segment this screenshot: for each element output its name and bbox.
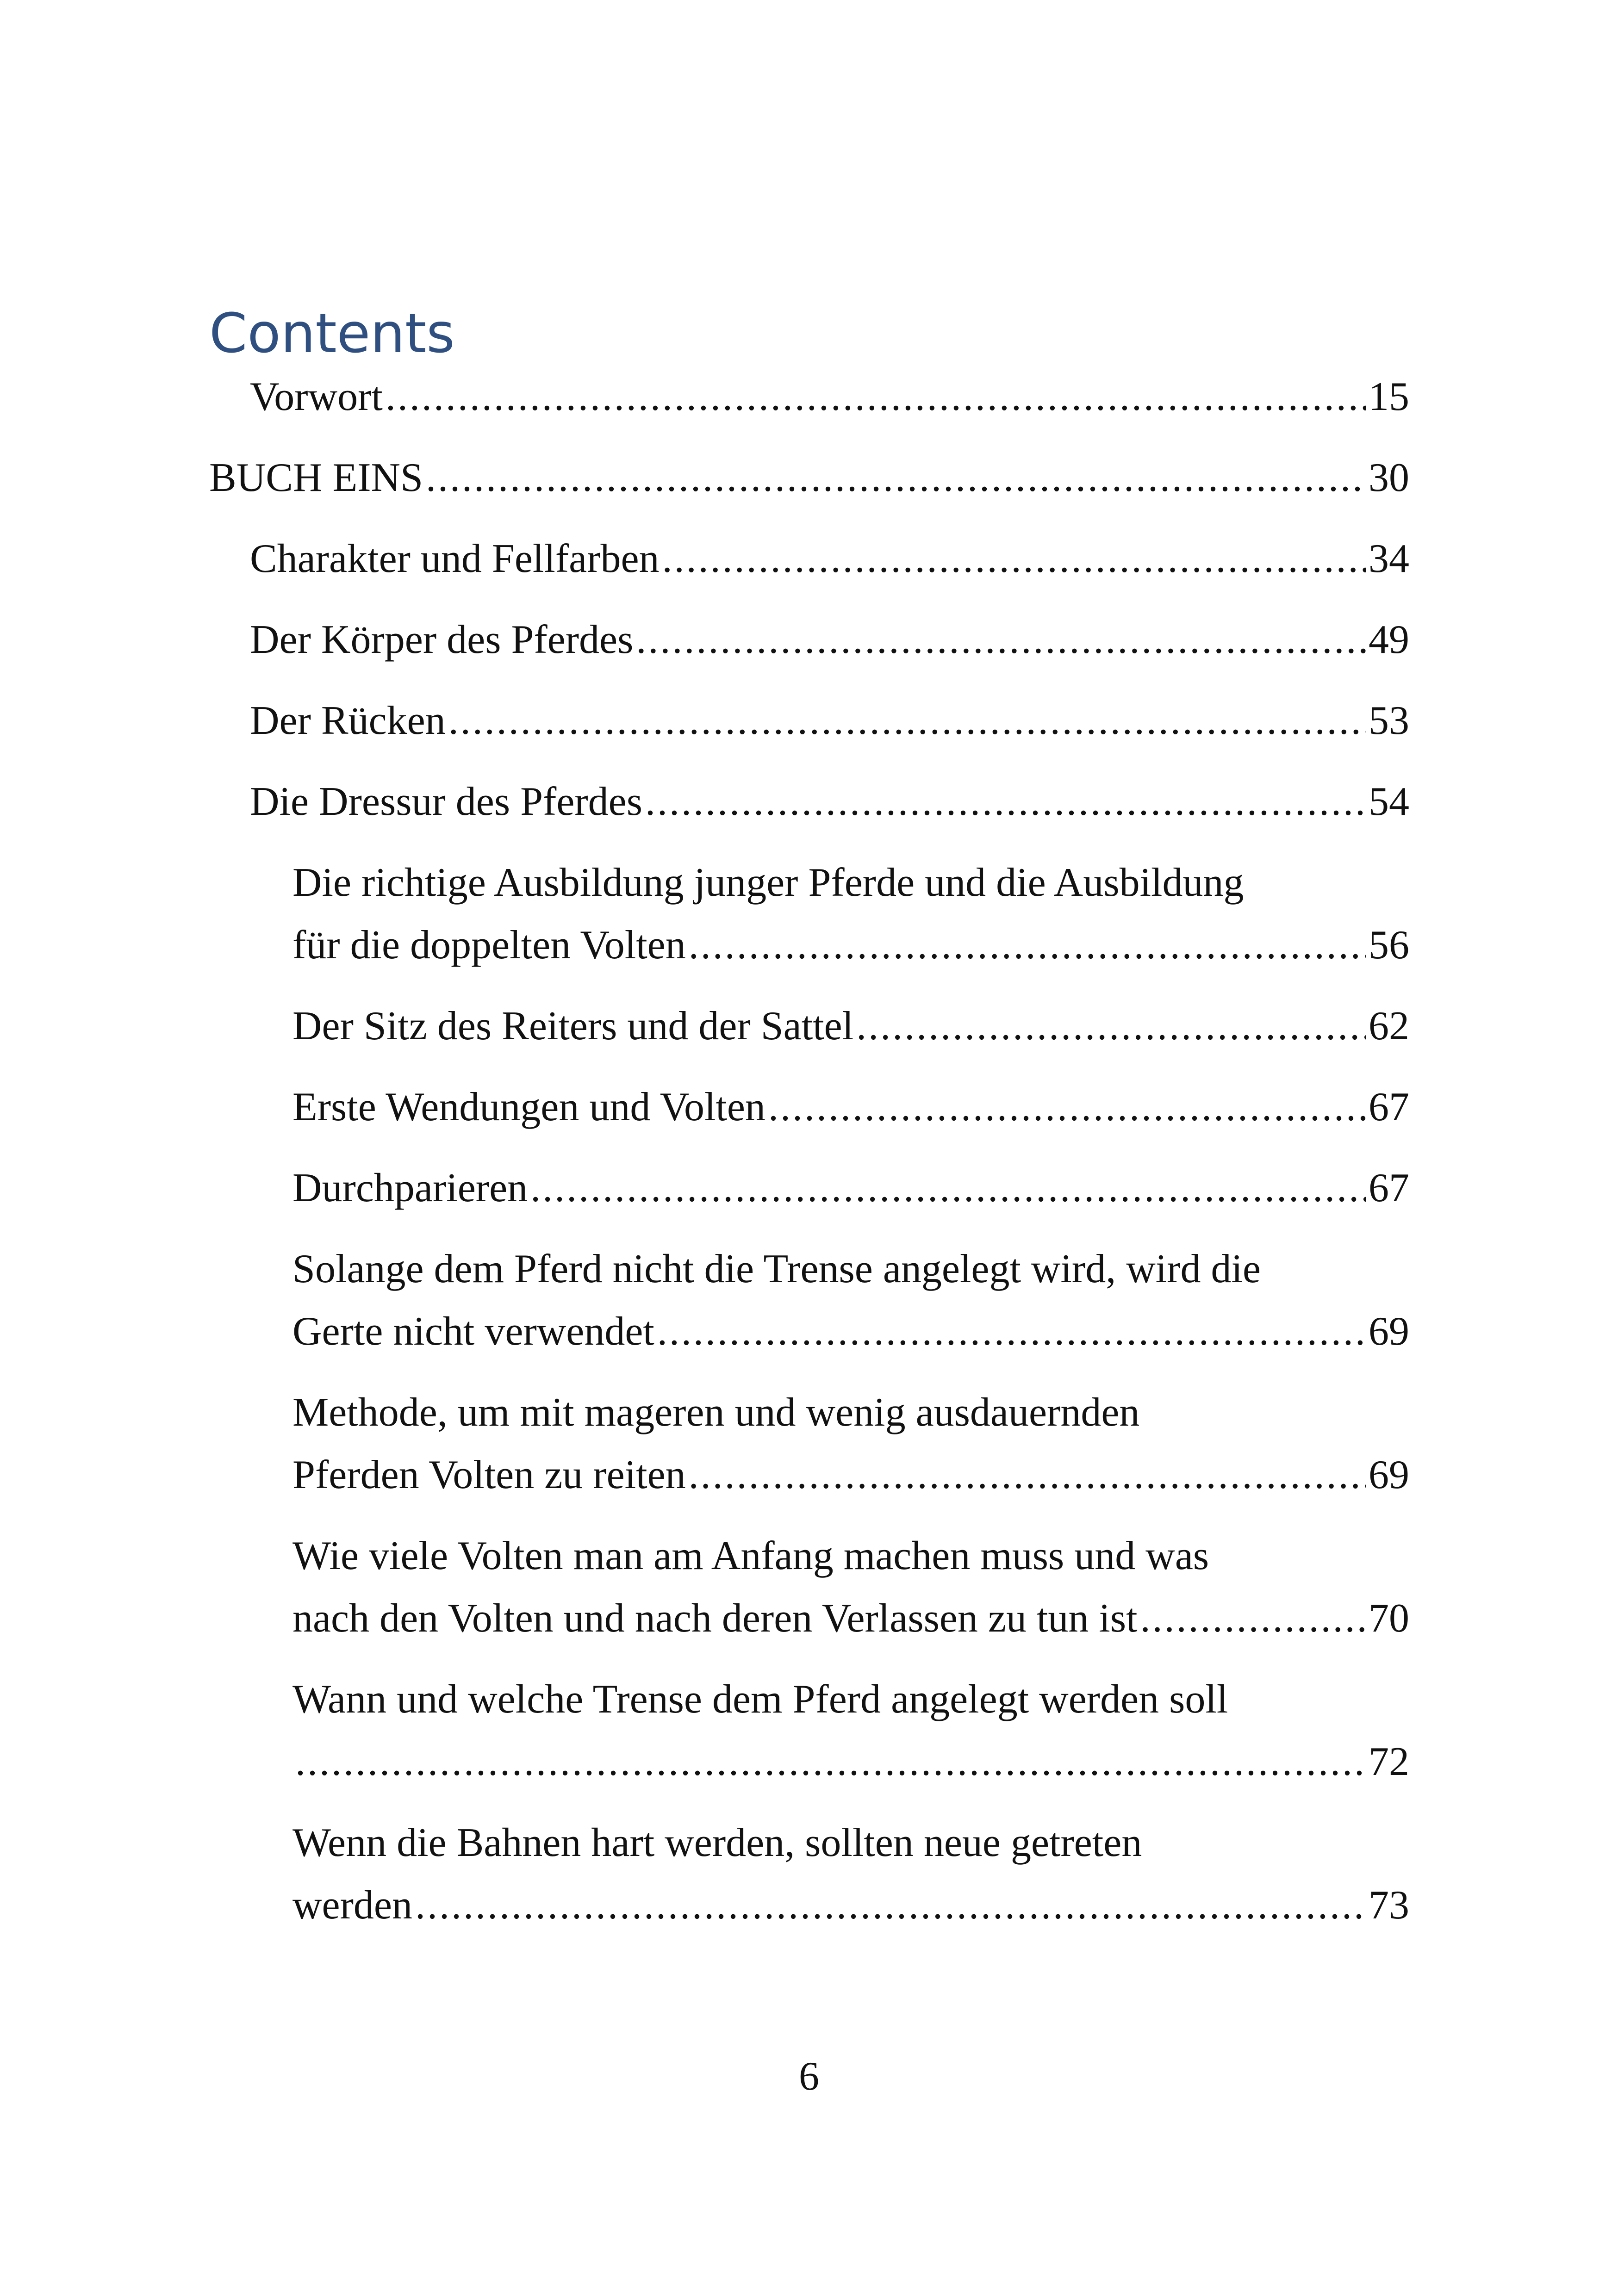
toc-entry-line (292, 1525, 1409, 1587)
toc-entry-line (292, 1587, 1409, 1650)
toc-entry-line (250, 366, 1409, 428)
dot-leader (386, 366, 1366, 428)
dot-leader (295, 1731, 1366, 1793)
toc-entry-line (250, 770, 1409, 833)
dot-leader (856, 995, 1366, 1057)
toc-entry-title: Der Sitz des Reiters und der Sattel (292, 1004, 854, 1049)
toc-page-number: 53 (1369, 698, 1409, 743)
dot-leader (415, 1874, 1366, 1936)
toc-entry-line (292, 1731, 1409, 1793)
dot-leader (636, 608, 1366, 671)
toc-entry-title: Methode, um mit mageren und wenig ausdauernden (292, 1390, 1140, 1435)
toc-entry[interactable] (292, 1238, 1409, 1363)
toc-page-number: 67 (1369, 1166, 1409, 1210)
toc-page-number: 69 (1369, 1309, 1409, 1354)
toc-heading: Contents (209, 301, 455, 365)
toc-entry-line (292, 1874, 1409, 1936)
toc-page-number: 70 (1369, 1596, 1409, 1641)
toc-entry[interactable] (250, 770, 1409, 833)
toc-page-number: 73 (1369, 1883, 1409, 1928)
dot-leader (689, 914, 1366, 976)
toc-entry[interactable] (250, 527, 1409, 590)
toc-entry-line (250, 527, 1409, 590)
toc-entry-title: Vorwort (250, 374, 383, 419)
toc-entry-line (209, 447, 1409, 509)
toc-entry[interactable] (292, 995, 1409, 1057)
toc-entry[interactable] (250, 689, 1409, 752)
toc-entry-title: Wie viele Volten man am Anfang machen muss und was (292, 1533, 1209, 1578)
toc-page-number: 34 (1369, 536, 1409, 581)
toc-entry[interactable] (292, 1525, 1409, 1650)
dot-leader (530, 1157, 1366, 1219)
toc-entry[interactable] (209, 447, 1409, 509)
toc-entry-title: Der Körper des Pferdes (250, 617, 634, 662)
toc-entry-title: Der Rücken (250, 698, 446, 743)
toc-entry[interactable] (292, 1381, 1409, 1506)
toc-page-number: 49 (1369, 617, 1409, 662)
dot-leader (662, 527, 1366, 590)
toc-entry-title: Solange dem Pferd nicht die Trense angelegt wird, wird die (292, 1247, 1261, 1291)
dot-leader (768, 1076, 1366, 1138)
toc-entry-title: BUCH EINS (209, 455, 423, 500)
toc-entry-line (292, 1668, 1409, 1731)
toc-entry-line (292, 1812, 1409, 1874)
toc-entry[interactable] (250, 608, 1409, 671)
toc-entry-title: Die Dressur des Pferdes (250, 779, 642, 824)
dot-leader (689, 1444, 1366, 1506)
toc-entry-line (292, 1300, 1409, 1363)
toc-entry-title: Wann und welche Trense dem Pferd angelegt werden soll (292, 1677, 1228, 1722)
toc-entry-line (292, 914, 1409, 976)
toc-entry[interactable] (292, 1157, 1409, 1219)
toc-entry-line (292, 851, 1409, 914)
dot-leader (426, 447, 1366, 509)
toc-entry-title: Charakter und Fellfarben (250, 536, 660, 581)
dot-leader (1140, 1587, 1366, 1650)
toc-entry-title: Gerte nicht verwendet (292, 1309, 654, 1354)
toc-entry-line (292, 995, 1409, 1057)
toc-entry-title: Pferden Volten zu reiten (292, 1452, 686, 1497)
page-number: 6 (799, 2054, 819, 2099)
toc-page-number: 15 (1369, 374, 1409, 419)
toc-page-number: 67 (1369, 1085, 1409, 1129)
toc-page-number: 72 (1369, 1739, 1409, 1784)
toc-entry-title: für die doppelten Volten (292, 923, 686, 968)
toc-entry-line (292, 1157, 1409, 1219)
toc-entry[interactable] (292, 1076, 1409, 1138)
toc-entry-line (250, 689, 1409, 752)
toc-page-number: 54 (1369, 779, 1409, 824)
toc-entry-line (292, 1238, 1409, 1300)
toc-entry-line (250, 608, 1409, 671)
toc-page-number: 56 (1369, 923, 1409, 968)
toc-entry[interactable] (292, 1812, 1409, 1936)
toc-entry-title: werden (292, 1883, 412, 1928)
toc-entry-title: nach den Volten und nach deren Verlassen zu tun ist (292, 1596, 1138, 1641)
dot-leader (657, 1300, 1366, 1363)
toc-entry[interactable] (292, 1668, 1409, 1793)
toc-page-number: 62 (1369, 1004, 1409, 1049)
toc-entry-title: Erste Wendungen und Volten (292, 1085, 765, 1129)
toc-entry-title: Die richtige Ausbildung junger Pferde und die Ausbildung (292, 860, 1244, 905)
toc-entry-line (292, 1381, 1409, 1444)
dot-leader (645, 770, 1366, 833)
toc-entry-line (292, 1444, 1409, 1506)
toc-entry-line (292, 1076, 1409, 1138)
toc-entry-title: Wenn die Bahnen hart werden, sollten neue getreten (292, 1820, 1142, 1865)
toc-page-number: 69 (1369, 1452, 1409, 1497)
dot-leader (448, 689, 1366, 752)
toc-entry[interactable] (250, 366, 1409, 428)
toc-entry[interactable] (292, 851, 1409, 976)
toc-entry-title: Durchparieren (292, 1166, 528, 1210)
toc-page-number: 30 (1369, 455, 1409, 500)
